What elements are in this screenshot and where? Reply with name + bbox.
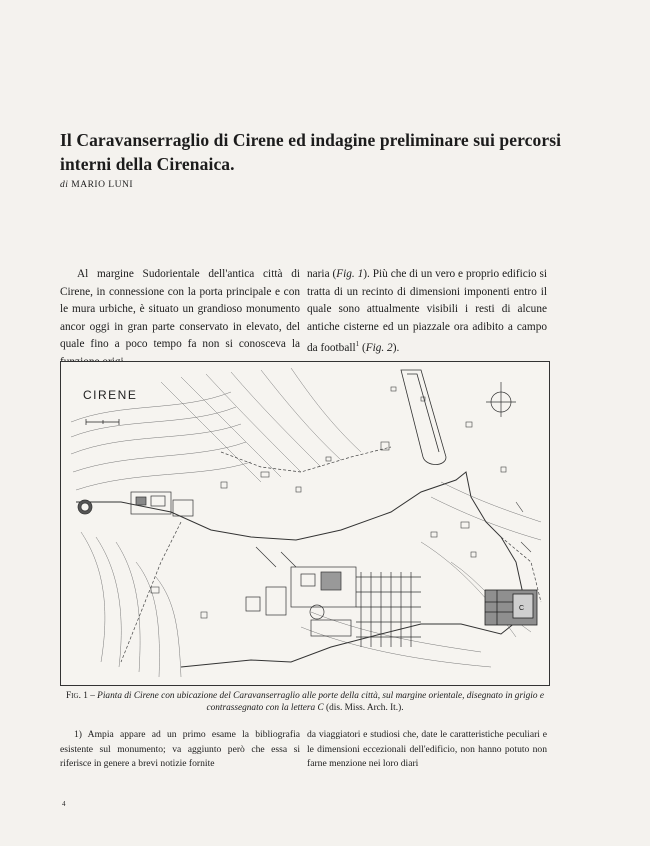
page-number: 4 xyxy=(62,800,66,808)
north-arrow xyxy=(486,382,516,417)
author-name: MARIO LUNI xyxy=(71,180,133,190)
map-letter-c: C xyxy=(519,605,525,612)
figure-caption xyxy=(60,690,550,714)
author-prefix: di xyxy=(60,180,69,190)
footnote-right xyxy=(307,728,547,772)
body-text-2: ). Più che di un vero e proprio edificio si tratta di un recinto di dimensioni imponenti entro il quale sono attualmente visibili i resti di alcune antiche cisterne ed un piazzale ora adibito a campo da football xyxy=(307,268,547,354)
body-text-3: ( xyxy=(359,341,366,354)
map-figure xyxy=(60,361,550,686)
fig-ref-2: Fig. 2 xyxy=(365,341,393,354)
hippodrome xyxy=(401,370,446,465)
footnote-left xyxy=(60,728,300,772)
body-text-4: ). xyxy=(392,341,400,354)
caption-dash: – xyxy=(87,691,98,701)
contour-lines xyxy=(71,368,541,677)
author-line xyxy=(60,180,133,190)
footnote-text-left: 1) Ampia appare ad un primo esame la bibliografia esistente sul monumento; va aggiunto però che essa si riferisce in genere a brevi notizie fornite xyxy=(60,729,300,769)
scale-bar xyxy=(86,419,119,425)
caravanserraglio xyxy=(485,590,537,625)
agora-grid xyxy=(246,547,421,647)
caption-credit: (dis. Miss. Arch. It.). xyxy=(323,703,404,713)
body-text-1: naria ( xyxy=(307,268,337,280)
footnote-text-right: da viaggiatori e studiosi che, date le caratteristiche peculiari e le dimensioni eccezionali dell'edificio, non hanno potuto non farne menzione nei loro diari xyxy=(307,729,547,769)
caption-text: Pianta di Cirene con ubicazione del Caravanserraglio alle porte della città, sul margine orientale, disegnato in grigio e contrassegnato con la lettera C xyxy=(97,691,544,713)
body-column-left xyxy=(60,266,300,371)
sanctuary-cluster xyxy=(78,492,193,516)
fig-ref-1: Fig. 1 xyxy=(336,268,364,280)
body-paragraph-left: Al margine Sudorientale dell'antica città di Cirene, in connessione con la porta principale e con le mura urbiche, è situato un grandioso monumento ancor oggi in gran parte conservato in elevato, del quale fino a poco tempo fa non si conosceva la xyxy=(60,268,300,350)
body-paragraph-right xyxy=(307,266,547,357)
map-drawing xyxy=(61,362,550,686)
article-title: Il Caravanserraglio di Cirene ed indagine preliminare sui percorsi interni della Cirenaica. xyxy=(60,130,562,174)
map-title: CIRENE xyxy=(83,388,138,402)
roads xyxy=(121,447,541,662)
footnote-marker: 1 xyxy=(355,340,360,348)
body-column-right xyxy=(307,266,547,357)
caption-fig-label: Fig. 1 xyxy=(66,691,88,701)
